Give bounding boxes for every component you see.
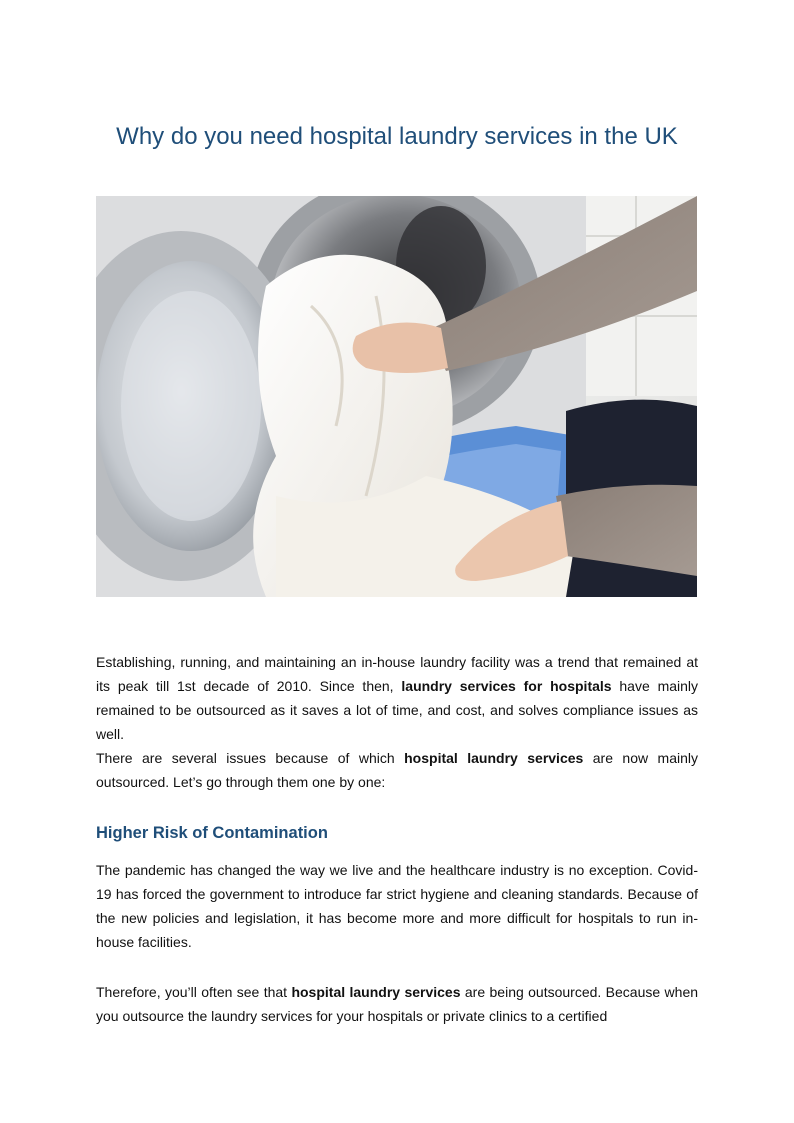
outsource-paragraph [96,980,698,1028]
outsource-bold: hospital laundry services [291,984,461,1000]
issues-text-a: There are several issues because of which [96,750,405,766]
intro-text-a: Establishing, running, and maintaining an in-house laundry facility was a trend that remained at its peak till 1st decade of 2010. Since then, [96,654,698,694]
intro-paragraph [96,650,698,746]
pandemic-paragraph: The pandemic has changed the way we live and the healthcare industry is no exception. Covid-19 has forced the government to introduce far strict hygiene and cleaning standards. Because of the new policies and legislation, it has become more and more difficult for hospitals to run in-house facilities. [96,862,698,950]
issues-paragraph [96,746,698,794]
outsource-text-a: Therefore, you’ll often see that [96,984,292,1000]
outsource-text-c: are being outsourced. Because when you outsource the laundry services for your hospitals or private clinics to a certified [96,984,699,1024]
laundry-photo [96,196,697,597]
issues-text-c: are now mainly outsourced. Let’s go through them one by one: [96,750,699,790]
issues-bold: hospital laundry services [404,750,584,766]
page-title: Why do you need hospital laundry services in the UK [116,123,678,150]
section-heading: Higher Risk of Contamination [96,824,328,842]
intro-bold-link: laundry services for hospitals [401,678,612,694]
intro-text-c: have mainly remained to be outsourced as it saves a lot of time, and cost, and solves compliance issues as well. [96,678,699,742]
washing-machine-illustration [96,196,697,597]
